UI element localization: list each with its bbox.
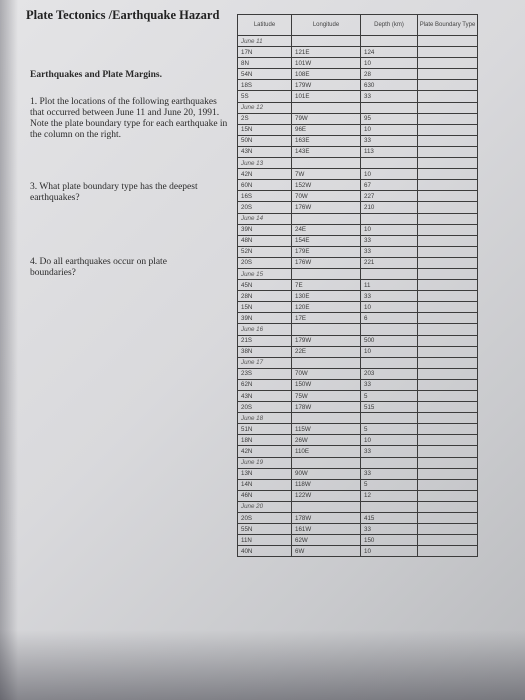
table-row (238, 80, 478, 91)
depth-cell: 500 (361, 335, 418, 346)
depth-cell: 33 (361, 291, 418, 302)
latitude-cell: 20S (238, 402, 292, 413)
table-row (238, 368, 478, 379)
longitude-cell (292, 357, 361, 368)
page-shadow-left (0, 0, 18, 700)
longitude-cell (292, 158, 361, 169)
depth-cell: 95 (361, 113, 418, 124)
plate-boundary-cell[interactable] (418, 335, 478, 346)
depth-cell: 12 (361, 490, 418, 501)
plate-boundary-cell[interactable] (418, 224, 478, 235)
depth-cell: 5 (361, 391, 418, 402)
longitude-cell: 26W (292, 435, 361, 446)
longitude-cell: 176W (292, 257, 361, 268)
table-row (238, 191, 478, 202)
plate-boundary-cell[interactable] (418, 468, 478, 479)
table-row (238, 313, 478, 324)
plate-boundary-cell[interactable] (418, 102, 478, 113)
latitude-cell: 2S (238, 113, 292, 124)
longitude-cell: 120E (292, 302, 361, 313)
table-row (238, 291, 478, 302)
plate-boundary-cell[interactable] (418, 302, 478, 313)
plate-boundary-cell[interactable] (418, 257, 478, 268)
longitude-cell: 179W (292, 80, 361, 91)
depth-cell: 415 (361, 513, 418, 524)
plate-boundary-cell[interactable] (418, 113, 478, 124)
earthquake-table-body (238, 36, 478, 557)
longitude-cell: 90W (292, 468, 361, 479)
table-row (238, 446, 478, 457)
worksheet-title: Plate Tectonics /Earthquake Hazard (26, 8, 220, 22)
plate-boundary-cell[interactable] (418, 313, 478, 324)
plate-boundary-cell[interactable] (418, 36, 478, 47)
plate-boundary-cell[interactable] (418, 501, 478, 512)
depth-cell (361, 324, 418, 335)
plate-boundary-cell[interactable] (418, 535, 478, 546)
latitude-cell: 23S (238, 368, 292, 379)
latitude-cell: 20S (238, 202, 292, 213)
longitude-cell: 70W (292, 368, 361, 379)
latitude-cell: 39N (238, 313, 292, 324)
depth-cell: 5 (361, 424, 418, 435)
longitude-cell (292, 457, 361, 468)
plate-boundary-cell[interactable] (418, 424, 478, 435)
plate-boundary-cell[interactable] (418, 91, 478, 102)
depth-cell: 33 (361, 246, 418, 257)
table-row (238, 424, 478, 435)
table-row (238, 335, 478, 346)
table-row (238, 435, 478, 446)
longitude-cell: 17E (292, 313, 361, 324)
latitude-cell: 39N (238, 224, 292, 235)
earthquake-table-wrapper (237, 14, 478, 557)
table-row (238, 391, 478, 402)
latitude-cell: 20S (238, 513, 292, 524)
latitude-cell: June 16 (238, 324, 292, 335)
latitude-cell: 18N (238, 435, 292, 446)
plate-boundary-cell[interactable] (418, 479, 478, 490)
longitude-cell: 130E (292, 291, 361, 302)
table-row (238, 58, 478, 69)
plate-boundary-cell[interactable] (418, 435, 478, 446)
latitude-cell: 60N (238, 180, 292, 191)
date-row (238, 357, 478, 368)
latitude-cell: June 20 (238, 501, 292, 512)
longitude-cell: 101E (292, 91, 361, 102)
longitude-cell (292, 36, 361, 47)
latitude-cell: 42N (238, 169, 292, 180)
depth-cell: 10 (361, 58, 418, 69)
depth-cell: 33 (361, 524, 418, 535)
longitude-cell: 70W (292, 191, 361, 202)
longitude-cell: 7E (292, 280, 361, 291)
depth-cell (361, 268, 418, 279)
depth-cell: 221 (361, 257, 418, 268)
header-longitude: Longitude (292, 15, 361, 36)
table-row (238, 346, 478, 357)
depth-cell: 10 (361, 302, 418, 313)
earthquake-table (237, 14, 478, 557)
depth-cell (361, 102, 418, 113)
table-row (238, 135, 478, 146)
plate-boundary-cell[interactable] (418, 402, 478, 413)
longitude-cell (292, 102, 361, 113)
latitude-cell: June 11 (238, 36, 292, 47)
latitude-cell: 50N (238, 135, 292, 146)
table-header-row (238, 15, 478, 36)
longitude-cell: 108E (292, 69, 361, 80)
depth-cell: 10 (361, 346, 418, 357)
latitude-cell: 45N (238, 280, 292, 291)
plate-boundary-cell[interactable] (418, 180, 478, 191)
date-row (238, 324, 478, 335)
plate-boundary-cell[interactable] (418, 69, 478, 80)
latitude-cell: 52N (238, 246, 292, 257)
plate-boundary-cell[interactable] (418, 368, 478, 379)
plate-boundary-cell[interactable] (418, 268, 478, 279)
depth-cell: 11 (361, 280, 418, 291)
depth-cell: 10 (361, 169, 418, 180)
date-row (238, 36, 478, 47)
depth-cell: 10 (361, 224, 418, 235)
depth-cell: 33 (361, 135, 418, 146)
date-row (238, 268, 478, 279)
longitude-cell: 178W (292, 513, 361, 524)
longitude-cell: 101W (292, 58, 361, 69)
longitude-cell: 96E (292, 124, 361, 135)
table-row (238, 490, 478, 501)
plate-boundary-cell[interactable] (418, 246, 478, 257)
depth-cell (361, 413, 418, 424)
plate-boundary-cell[interactable] (418, 202, 478, 213)
depth-cell: 33 (361, 235, 418, 246)
table-row (238, 280, 478, 291)
table-row (238, 146, 478, 157)
longitude-cell: 150W (292, 379, 361, 390)
longitude-cell: 122W (292, 490, 361, 501)
depth-cell (361, 501, 418, 512)
longitude-cell: 179W (292, 335, 361, 346)
table-row (238, 180, 478, 191)
plate-boundary-cell[interactable] (418, 58, 478, 69)
depth-cell: 10 (361, 435, 418, 446)
plate-boundary-cell[interactable] (418, 158, 478, 169)
date-row (238, 457, 478, 468)
longitude-cell (292, 413, 361, 424)
longitude-cell: 115W (292, 424, 361, 435)
depth-cell: 227 (361, 191, 418, 202)
depth-cell (361, 158, 418, 169)
depth-cell (361, 36, 418, 47)
latitude-cell: June 14 (238, 213, 292, 224)
longitude-cell: 163E (292, 135, 361, 146)
longitude-cell: 178W (292, 402, 361, 413)
table-row (238, 546, 478, 557)
section-heading: Earthquakes and Plate Margins. (30, 70, 162, 80)
longitude-cell (292, 501, 361, 512)
plate-boundary-cell[interactable] (418, 413, 478, 424)
longitude-cell: 24E (292, 224, 361, 235)
plate-boundary-cell[interactable] (418, 524, 478, 535)
longitude-cell: 6W (292, 546, 361, 557)
plate-boundary-cell[interactable] (418, 213, 478, 224)
depth-cell: 210 (361, 202, 418, 213)
depth-cell: 203 (361, 368, 418, 379)
plate-boundary-cell[interactable] (418, 135, 478, 146)
plate-boundary-cell[interactable] (418, 346, 478, 357)
latitude-cell: 11N (238, 535, 292, 546)
depth-cell: 33 (361, 91, 418, 102)
latitude-cell: June 15 (238, 268, 292, 279)
depth-cell: 33 (361, 468, 418, 479)
plate-boundary-cell[interactable] (418, 513, 478, 524)
longitude-cell: 121E (292, 47, 361, 58)
table-row (238, 47, 478, 58)
latitude-cell: 54N (238, 69, 292, 80)
longitude-cell: 22E (292, 346, 361, 357)
depth-cell: 33 (361, 446, 418, 457)
longitude-cell (292, 324, 361, 335)
date-row (238, 102, 478, 113)
plate-boundary-cell[interactable] (418, 357, 478, 368)
plate-boundary-cell[interactable] (418, 391, 478, 402)
latitude-cell: 8N (238, 58, 292, 69)
table-row (238, 402, 478, 413)
longitude-cell: 75W (292, 391, 361, 402)
latitude-cell: 62N (238, 379, 292, 390)
longitude-cell (292, 268, 361, 279)
date-row (238, 158, 478, 169)
latitude-cell: 38N (238, 346, 292, 357)
latitude-cell: June 12 (238, 102, 292, 113)
latitude-cell: June 13 (238, 158, 292, 169)
header-plate-boundary-type: Plate Boundary Type (418, 15, 478, 36)
table-row (238, 257, 478, 268)
plate-boundary-cell[interactable] (418, 124, 478, 135)
depth-cell: 5 (361, 479, 418, 490)
plate-boundary-cell[interactable] (418, 146, 478, 157)
latitude-cell: 5S (238, 91, 292, 102)
latitude-cell: 21S (238, 335, 292, 346)
table-row (238, 524, 478, 535)
depth-cell: 67 (361, 180, 418, 191)
depth-cell: 10 (361, 546, 418, 557)
plate-boundary-cell[interactable] (418, 169, 478, 180)
table-row (238, 169, 478, 180)
depth-cell: 113 (361, 146, 418, 157)
plate-boundary-cell[interactable] (418, 47, 478, 58)
table-row (238, 91, 478, 102)
table-row (238, 379, 478, 390)
latitude-cell: 13N (238, 468, 292, 479)
table-row (238, 124, 478, 135)
table-row (238, 224, 478, 235)
longitude-cell: 154E (292, 235, 361, 246)
question-4: 4. Do all earthquakes occur on plate boundaries? (30, 257, 167, 278)
latitude-cell: 17N (238, 47, 292, 58)
latitude-cell: 48N (238, 235, 292, 246)
latitude-cell: 15N (238, 302, 292, 313)
latitude-cell: 42N (238, 446, 292, 457)
longitude-cell: 110E (292, 446, 361, 457)
latitude-cell: 55N (238, 524, 292, 535)
table-row (238, 235, 478, 246)
longitude-cell: 161W (292, 524, 361, 535)
plate-boundary-cell[interactable] (418, 546, 478, 557)
plate-boundary-cell[interactable] (418, 191, 478, 202)
question-1: 1. Plot the locations of the following earthquakes that occurred between June 11 and June 20, 1991. Note the plate boundary type for each earthquake in the column on the right. (30, 97, 228, 140)
table-row (238, 246, 478, 257)
latitude-cell: June 18 (238, 413, 292, 424)
depth-cell: 150 (361, 535, 418, 546)
plate-boundary-cell[interactable] (418, 80, 478, 91)
longitude-cell: 118W (292, 479, 361, 490)
plate-boundary-cell[interactable] (418, 280, 478, 291)
table-row (238, 535, 478, 546)
plate-boundary-cell[interactable] (418, 457, 478, 468)
longitude-cell: 62W (292, 535, 361, 546)
date-row (238, 213, 478, 224)
plate-boundary-cell[interactable] (418, 324, 478, 335)
latitude-cell: 43N (238, 146, 292, 157)
depth-cell: 515 (361, 402, 418, 413)
depth-cell (361, 213, 418, 224)
latitude-cell: 18S (238, 80, 292, 91)
latitude-cell: 28N (238, 291, 292, 302)
header-depth: Depth (km) (361, 15, 418, 36)
date-row (238, 413, 478, 424)
latitude-cell: 51N (238, 424, 292, 435)
depth-cell: 124 (361, 47, 418, 58)
longitude-cell: 7W (292, 169, 361, 180)
longitude-cell: 152W (292, 180, 361, 191)
table-row (238, 468, 478, 479)
depth-cell: 28 (361, 69, 418, 80)
table-row (238, 113, 478, 124)
latitude-cell: 16S (238, 191, 292, 202)
longitude-cell: 176W (292, 202, 361, 213)
table-row (238, 302, 478, 313)
header-latitude: Latitude (238, 15, 292, 36)
latitude-cell: 43N (238, 391, 292, 402)
longitude-cell: 79W (292, 113, 361, 124)
plate-boundary-cell[interactable] (418, 235, 478, 246)
depth-cell: 10 (361, 124, 418, 135)
depth-cell: 630 (361, 80, 418, 91)
latitude-cell: 15N (238, 124, 292, 135)
table-row (238, 479, 478, 490)
longitude-cell (292, 213, 361, 224)
latitude-cell: 14N (238, 479, 292, 490)
latitude-cell: 46N (238, 490, 292, 501)
latitude-cell: June 17 (238, 357, 292, 368)
depth-cell: 6 (361, 313, 418, 324)
plate-boundary-cell[interactable] (418, 490, 478, 501)
depth-cell: 33 (361, 379, 418, 390)
question-3: 3. What plate boundary type has the deepest earthquakes? (30, 182, 198, 203)
longitude-cell: 179E (292, 246, 361, 257)
plate-boundary-cell[interactable] (418, 291, 478, 302)
latitude-cell: June 19 (238, 457, 292, 468)
table-row (238, 69, 478, 80)
depth-cell (361, 357, 418, 368)
page-shadow-bottom (0, 630, 525, 700)
latitude-cell: 40N (238, 546, 292, 557)
plate-boundary-cell[interactable] (418, 379, 478, 390)
table-row (238, 513, 478, 524)
longitude-cell: 143E (292, 146, 361, 157)
table-row (238, 202, 478, 213)
date-row (238, 501, 478, 512)
plate-boundary-cell[interactable] (418, 446, 478, 457)
latitude-cell: 20S (238, 257, 292, 268)
depth-cell (361, 457, 418, 468)
